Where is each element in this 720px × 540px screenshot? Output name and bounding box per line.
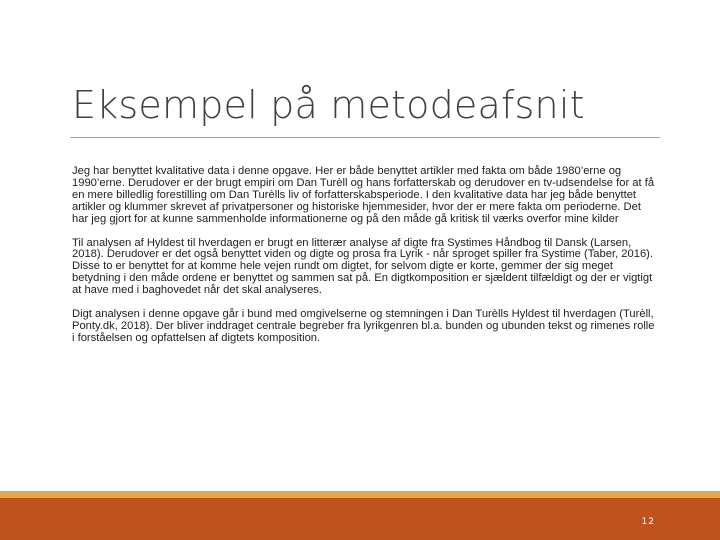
page-number: 12 — [641, 517, 655, 527]
title-divider — [70, 137, 660, 138]
slide-title: Eksempel på metodeafsnit — [72, 83, 585, 127]
paragraph-analysis-sources: Til analysen af Hyldest til hverdagen er brugt en litterær analyse af digte fra Systimes Håndbog til Dansk (Larsen, 2018). Derudover er det også benyttet viden og digte og prosa fra Lyrik - når sproget spiller fra Systime (Taber, 2016). Disse to er benyttet for at komme hele vejen rundt om digtet, for selvom digte er korte, gemmer der sig meget betydning i den måde ordene er benyttet og sammen sat på. En digtkomposition er sjældent tilfældigt og der er vigtigt at have med i baghovedet når det skal analyseres. — [72, 236, 654, 297]
footer-bar — [0, 498, 720, 540]
paragraph-method-data: Jeg har benyttet kvalitative data i denne opgave. Her er både benyttet artikler med fakta om både 1980’erne og 1990’erne. Derudover er der brugt empiri om Dan Turèll og hans forfatterskab og derudover en tv-udsendelse for at få en mere billedlig forestilling om Dan Turèlls liv of forfatterskabsperiode. I den kvalitative data har jeg både benyttet artikler og klummer skrevet af privatpersoner og historiske hjemmesider, hvor der er mere fakta om perioderne. Det har jeg gjort for at kunne sammenholde informationerne og på den måde gå kritisk til værks overfor mine kilder — [72, 165, 655, 225]
paragraph-poem-analysis: Digt analysen i denne opgave går i bund med omgivelserne og stemningen i Dan Turèlls Hyldest til hverdagen (Turèll, Ponty.dk, 2018). Der bliver inddraget centrale begreber fra lyrikgenren bl.a. bunden og ubunden tekst og rimenes rolle i forståelsen og opfattelsen af digtets komposition. — [72, 308, 655, 344]
slide-body — [72, 166, 660, 357]
